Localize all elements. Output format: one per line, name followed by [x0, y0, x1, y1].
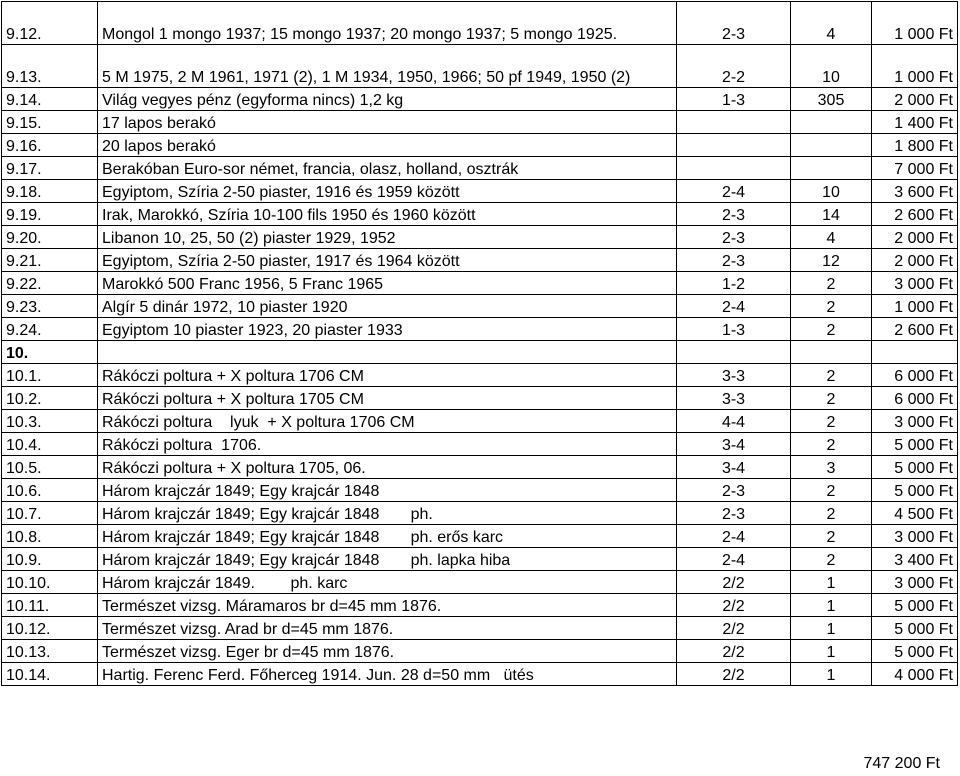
item-grade: 1-3: [677, 318, 791, 341]
item-quantity: 2: [791, 272, 872, 295]
item-quantity: 2: [791, 548, 872, 571]
item-price: 5 000 Ft: [872, 640, 958, 663]
item-number: 10.2.: [2, 387, 98, 410]
table-row: [2, 318, 958, 341]
item-price: 4 500 Ft: [872, 502, 958, 525]
table-row: [2, 111, 958, 134]
item-number: 9.24.: [2, 318, 98, 341]
item-quantity: 2: [791, 364, 872, 387]
table-row: [2, 45, 958, 88]
item-description: Rákóczi poltura + X poltura 1706 CM: [98, 364, 677, 387]
item-number: 9.13.: [2, 45, 98, 88]
item-grade: [677, 341, 791, 364]
item-number: 10.1.: [2, 364, 98, 387]
item-quantity: 10: [791, 45, 872, 88]
item-description: Rákóczi poltura 1706.: [98, 433, 677, 456]
table-row: [2, 88, 958, 111]
item-grade: 2-4: [677, 295, 791, 318]
item-grade: 2-3: [677, 502, 791, 525]
table-row: [2, 617, 958, 640]
item-number: 10.3.: [2, 410, 98, 433]
item-number: 10.11.: [2, 594, 98, 617]
item-description: Rákóczi poltura lyuk + X poltura 1706 CM: [98, 410, 677, 433]
item-description: Mongol 1 mongo 1937; 15 mongo 1937; 20 mongo 1937; 5 mongo 1925.: [98, 2, 677, 45]
table-row: [2, 663, 958, 686]
item-number: 10.7.: [2, 502, 98, 525]
item-price: 5 000 Ft: [872, 594, 958, 617]
table-row: [2, 226, 958, 249]
item-price: 2 600 Ft: [872, 203, 958, 226]
item-description: Irak, Marokkó, Szíria 10-100 fils 1950 és 1960 között: [98, 203, 677, 226]
table-row: [2, 571, 958, 594]
item-number: 9.16.: [2, 134, 98, 157]
item-description: 17 lapos berakó: [98, 111, 677, 134]
item-description: Három krajczár 1849; Egy krajcár 1848 ph.: [98, 502, 677, 525]
item-description: Hartig. Ferenc Ferd. Főherceg 1914. Jun. 28 d=50 mm ütés: [98, 663, 677, 686]
item-grade: 3-3: [677, 387, 791, 410]
item-number: 9.15.: [2, 111, 98, 134]
grand-total: 747 200 Ft: [863, 755, 940, 772]
item-description: 5 M 1975, 2 M 1961, 1971 (2), 1 M 1934, 1950, 1966; 50 pf 1949, 1950 (2): [98, 45, 677, 88]
table-row: [2, 548, 958, 571]
item-grade: 2-4: [677, 180, 791, 203]
item-price: 4 000 Ft: [872, 663, 958, 686]
table-row: [2, 479, 958, 502]
item-price: 3 000 Ft: [872, 410, 958, 433]
item-quantity: 1: [791, 571, 872, 594]
item-number: 10.8.: [2, 525, 98, 548]
item-price: 5 000 Ft: [872, 456, 958, 479]
item-quantity: 305: [791, 88, 872, 111]
item-number: 9.22.: [2, 272, 98, 295]
item-price: 3 600 Ft: [872, 180, 958, 203]
item-price: 2 600 Ft: [872, 318, 958, 341]
item-grade: 2-4: [677, 548, 791, 571]
item-quantity: 2: [791, 387, 872, 410]
item-price: 6 000 Ft: [872, 364, 958, 387]
item-description: Három krajczár 1849; Egy krajcár 1848 ph. erős karc: [98, 525, 677, 548]
item-price: 6 000 Ft: [872, 387, 958, 410]
item-description: Természet vizsg. Arad br d=45 mm 1876.: [98, 617, 677, 640]
item-number: 10.4.: [2, 433, 98, 456]
item-description: Egyiptom 10 piaster 1923, 20 piaster 1933: [98, 318, 677, 341]
item-quantity: 12: [791, 249, 872, 272]
item-price: 1 400 Ft: [872, 111, 958, 134]
item-number: 10.10.: [2, 571, 98, 594]
item-grade: 2-3: [677, 2, 791, 45]
item-grade: 4-4: [677, 410, 791, 433]
item-quantity: 2: [791, 502, 872, 525]
item-grade: 2-3: [677, 479, 791, 502]
table-row: [2, 295, 958, 318]
item-description: Rákóczi poltura + X poltura 1705, 06.: [98, 456, 677, 479]
item-price: 1 000 Ft: [872, 45, 958, 88]
table-row: [2, 387, 958, 410]
item-grade: 3-4: [677, 456, 791, 479]
item-grade: [677, 134, 791, 157]
item-description: Három krajczár 1849. ph. karc: [98, 571, 677, 594]
item-price: 2 000 Ft: [872, 226, 958, 249]
item-description: Egyiptom, Szíria 2-50 piaster, 1917 és 1964 között: [98, 249, 677, 272]
table-row: [2, 272, 958, 295]
item-quantity: [791, 157, 872, 180]
item-price: [872, 341, 958, 364]
item-number: 9.17.: [2, 157, 98, 180]
item-number: 9.14.: [2, 88, 98, 111]
item-quantity: [791, 111, 872, 134]
item-grade: 2/2: [677, 663, 791, 686]
item-number: 9.19.: [2, 203, 98, 226]
item-grade: [677, 157, 791, 180]
item-price: 1 800 Ft: [872, 134, 958, 157]
item-price: 1 000 Ft: [872, 295, 958, 318]
item-price: 5 000 Ft: [872, 617, 958, 640]
table-row: [2, 341, 958, 364]
item-grade: 3-3: [677, 364, 791, 387]
item-description: Három krajczár 1849; Egy krajcár 1848: [98, 479, 677, 502]
item-number: 9.18.: [2, 180, 98, 203]
item-grade: 1-2: [677, 272, 791, 295]
item-grade: 2/2: [677, 594, 791, 617]
item-grade: 2/2: [677, 640, 791, 663]
item-grade: 2-2: [677, 45, 791, 88]
item-description: [98, 341, 677, 364]
item-quantity: 1: [791, 594, 872, 617]
table-row: [2, 2, 958, 45]
item-grade: 2-4: [677, 525, 791, 548]
item-description: Marokkó 500 Franc 1956, 5 Franc 1965: [98, 272, 677, 295]
table-row: [2, 525, 958, 548]
item-description: Világ vegyes pénz (egyforma nincs) 1,2 kg: [98, 88, 677, 111]
table-row: [2, 203, 958, 226]
item-description: Berakóban Euro-sor német, francia, olasz, holland, osztrák: [98, 157, 677, 180]
item-price: 5 000 Ft: [872, 479, 958, 502]
item-number: 9.21.: [2, 249, 98, 272]
table-row: [2, 456, 958, 479]
item-quantity: 2: [791, 433, 872, 456]
item-price: 1 000 Ft: [872, 2, 958, 45]
item-quantity: 4: [791, 2, 872, 45]
item-quantity: 1: [791, 617, 872, 640]
table-row: [2, 364, 958, 387]
item-grade: 2-3: [677, 249, 791, 272]
item-grade: [677, 111, 791, 134]
item-number: 10.13.: [2, 640, 98, 663]
item-number: 10.9.: [2, 548, 98, 571]
item-quantity: 2: [791, 318, 872, 341]
item-description: Természet vizsg. Eger br d=45 mm 1876.: [98, 640, 677, 663]
table-row: [2, 410, 958, 433]
table-row: [2, 502, 958, 525]
item-quantity: 2: [791, 525, 872, 548]
item-quantity: 1: [791, 663, 872, 686]
item-number: 10.14.: [2, 663, 98, 686]
item-description: Libanon 10, 25, 50 (2) piaster 1929, 1952: [98, 226, 677, 249]
item-grade: 1-3: [677, 88, 791, 111]
item-description: Algír 5 dinár 1972, 10 piaster 1920: [98, 295, 677, 318]
table-row: [2, 180, 958, 203]
item-number: 10.5.: [2, 456, 98, 479]
item-price: 7 000 Ft: [872, 157, 958, 180]
table-row: [2, 433, 958, 456]
item-quantity: 2: [791, 479, 872, 502]
coin-list-table: [1, 1, 958, 686]
item-description: Természet vizsg. Máramaros br d=45 mm 1876.: [98, 594, 677, 617]
item-price: 3 000 Ft: [872, 525, 958, 548]
item-number: 9.20.: [2, 226, 98, 249]
item-quantity: 2: [791, 410, 872, 433]
table-row: [2, 134, 958, 157]
item-price: 3 400 Ft: [872, 548, 958, 571]
table-row: [2, 249, 958, 272]
item-quantity: 14: [791, 203, 872, 226]
item-grade: 3-4: [677, 433, 791, 456]
item-quantity: 3: [791, 456, 872, 479]
item-description: 20 lapos berakó: [98, 134, 677, 157]
table-row: [2, 594, 958, 617]
item-price: 5 000 Ft: [872, 433, 958, 456]
table-row: [2, 157, 958, 180]
item-quantity: 1: [791, 640, 872, 663]
item-quantity: 10: [791, 180, 872, 203]
item-quantity: 4: [791, 226, 872, 249]
item-grade: 2/2: [677, 571, 791, 594]
item-quantity: [791, 134, 872, 157]
item-price: 2 000 Ft: [872, 88, 958, 111]
item-grade: 2/2: [677, 617, 791, 640]
item-price: 3 000 Ft: [872, 571, 958, 594]
item-price: 3 000 Ft: [872, 272, 958, 295]
item-description: Egyiptom, Szíria 2-50 piaster, 1916 és 1959 között: [98, 180, 677, 203]
item-number: 10.: [2, 341, 98, 364]
item-description: Három krajczár 1849; Egy krajcár 1848 ph. lapka hiba: [98, 548, 677, 571]
item-number: 9.23.: [2, 295, 98, 318]
item-grade: 2-3: [677, 226, 791, 249]
item-quantity: [791, 341, 872, 364]
item-price: 2 000 Ft: [872, 249, 958, 272]
item-number: 10.12.: [2, 617, 98, 640]
item-grade: 2-3: [677, 203, 791, 226]
table-row: [2, 640, 958, 663]
item-description: Rákóczi poltura + X poltura 1705 CM: [98, 387, 677, 410]
item-number: 10.6.: [2, 479, 98, 502]
item-quantity: 2: [791, 295, 872, 318]
item-number: 9.12.: [2, 2, 98, 45]
